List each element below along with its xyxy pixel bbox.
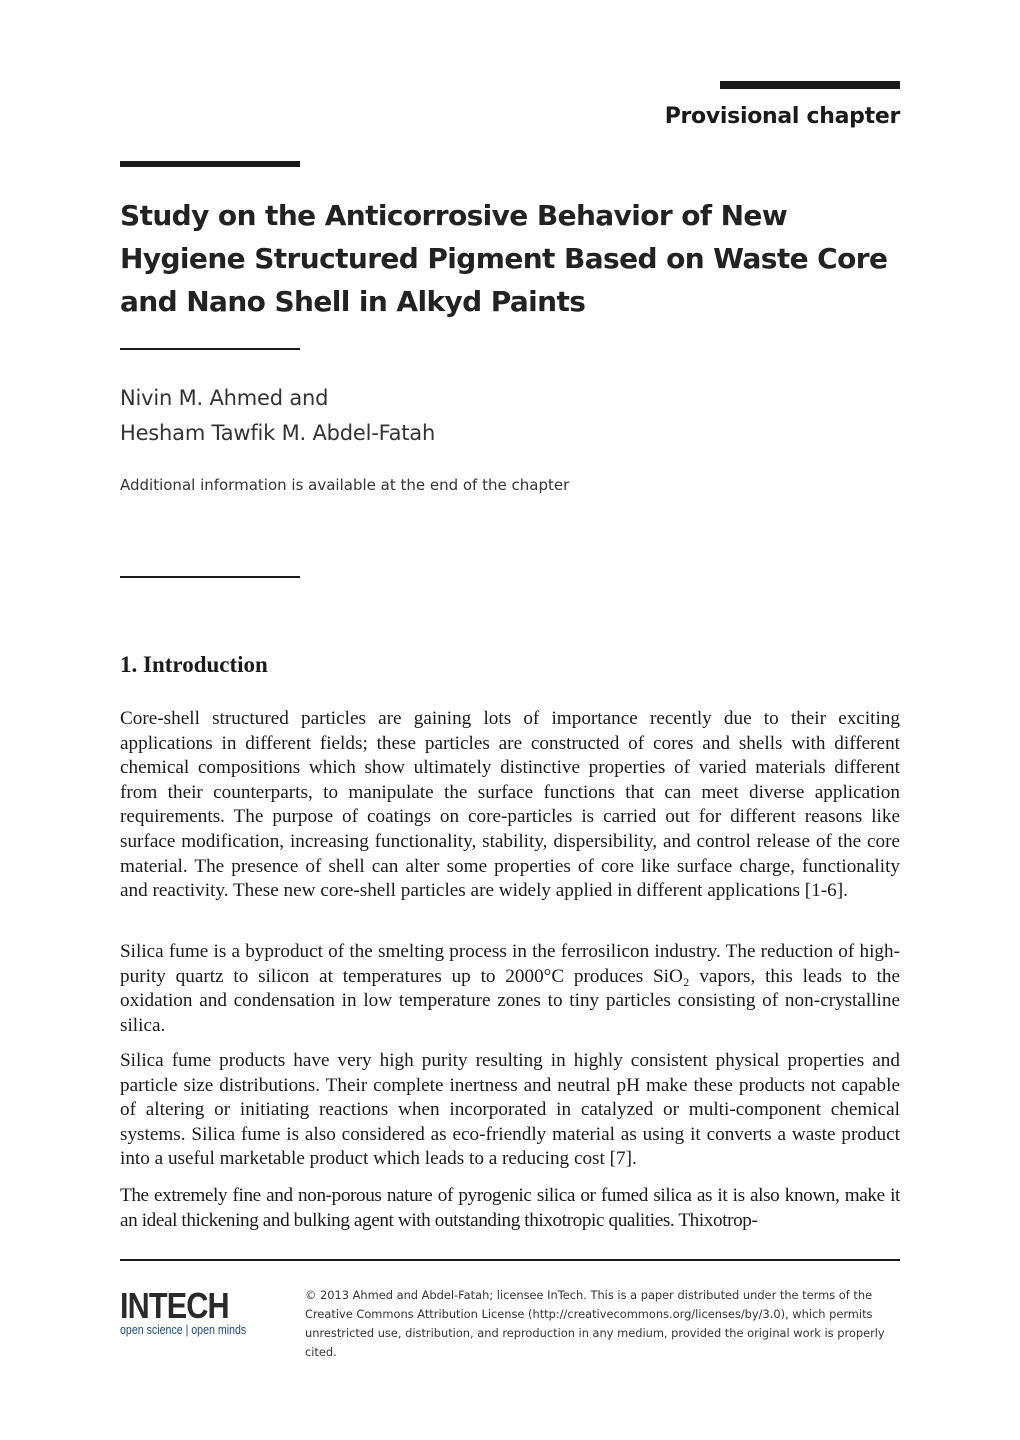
title-top-rule bbox=[120, 161, 300, 167]
author-1: Nivin M. Ahmed and bbox=[120, 386, 329, 410]
additional-info: Additional information is available at the end of the chapter bbox=[120, 476, 570, 494]
author-2: Hesham Tawfik M. Abdel-Fatah bbox=[120, 421, 436, 445]
intech-logo: INTECH bbox=[120, 1285, 229, 1326]
paragraph-3: Silica fume products have very high purity resulting in highly consistent physical properties and particle size distributions. Their complete inertness and neutral pH make these products not capable of altering or initiating reactions when incorporated in catalyzed or multi-component chemical systems. Silica fume is also considered as eco-friendly material as using it converts a waste product into a useful marketable product which leads to a reducing cost [7]. bbox=[120, 1050, 900, 1170]
paragraph-1: Core-shell structured particles are gaining lots of importance recently due to their exciting applications in different fields; these particles are constructed of cores and shells with different chemical compositions which show ultimately distinctive properties of varied materials different from their counterparts, to manipulate the surface functions that can meet diverse application requirements. The purpose of coatings on core-particles is carried out for different reasons like surface modification, increasing functionality, stability, dispersibility, and control release of the core material. The presence of shell can alter some properties of core like surface charge, functionality and reactivity. These new core-shell particles are widely applied in different applications [1-6]. bbox=[120, 708, 900, 902]
title-bottom-rule bbox=[120, 348, 300, 350]
paragraph-4: The extremely fine and non-porous nature of pyrogenic silica or fumed silica as it is also known, make it an ideal thickening and bulking agent with outstanding thixotropic qualities. Thixotrop- bbox=[120, 1185, 900, 1231]
header-rule bbox=[720, 81, 900, 89]
chapter-title: Study on the Anticorrosive Behavior of New Hygiene Structured Pigment Based on Waste Core and Nano Shell in Alkyd Paints bbox=[120, 199, 888, 318]
paragraph-2: Silica fume is a byproduct of the smelting process in the ferrosilicon industry. The reduction of high-purity quartz to silicon at temperatures up to 2000°C produces SiO₂ vapors, this leads to the oxidation and condensation in low temperature zones to tiny particles consisting of non-crystalline silica. bbox=[120, 941, 900, 1036]
intech-tagline: open science | open minds bbox=[120, 1323, 247, 1337]
license-text: © 2013 Ahmed and Abdel-Fatah; licensee InTech. This is a paper distributed under the terms of the Creative Commons Attribution License (http://creativecommons.org/licenses/by/3.0), which permits unrestricted use, distribution, and reproduction in any medium, provided the original work is properly cited. bbox=[305, 1288, 885, 1359]
provisional-chapter-label: Provisional chapter bbox=[664, 104, 900, 129]
authors-bottom-rule bbox=[120, 576, 300, 578]
section-heading: 1. Introduction bbox=[120, 652, 268, 677]
footer-rule bbox=[120, 1259, 900, 1261]
